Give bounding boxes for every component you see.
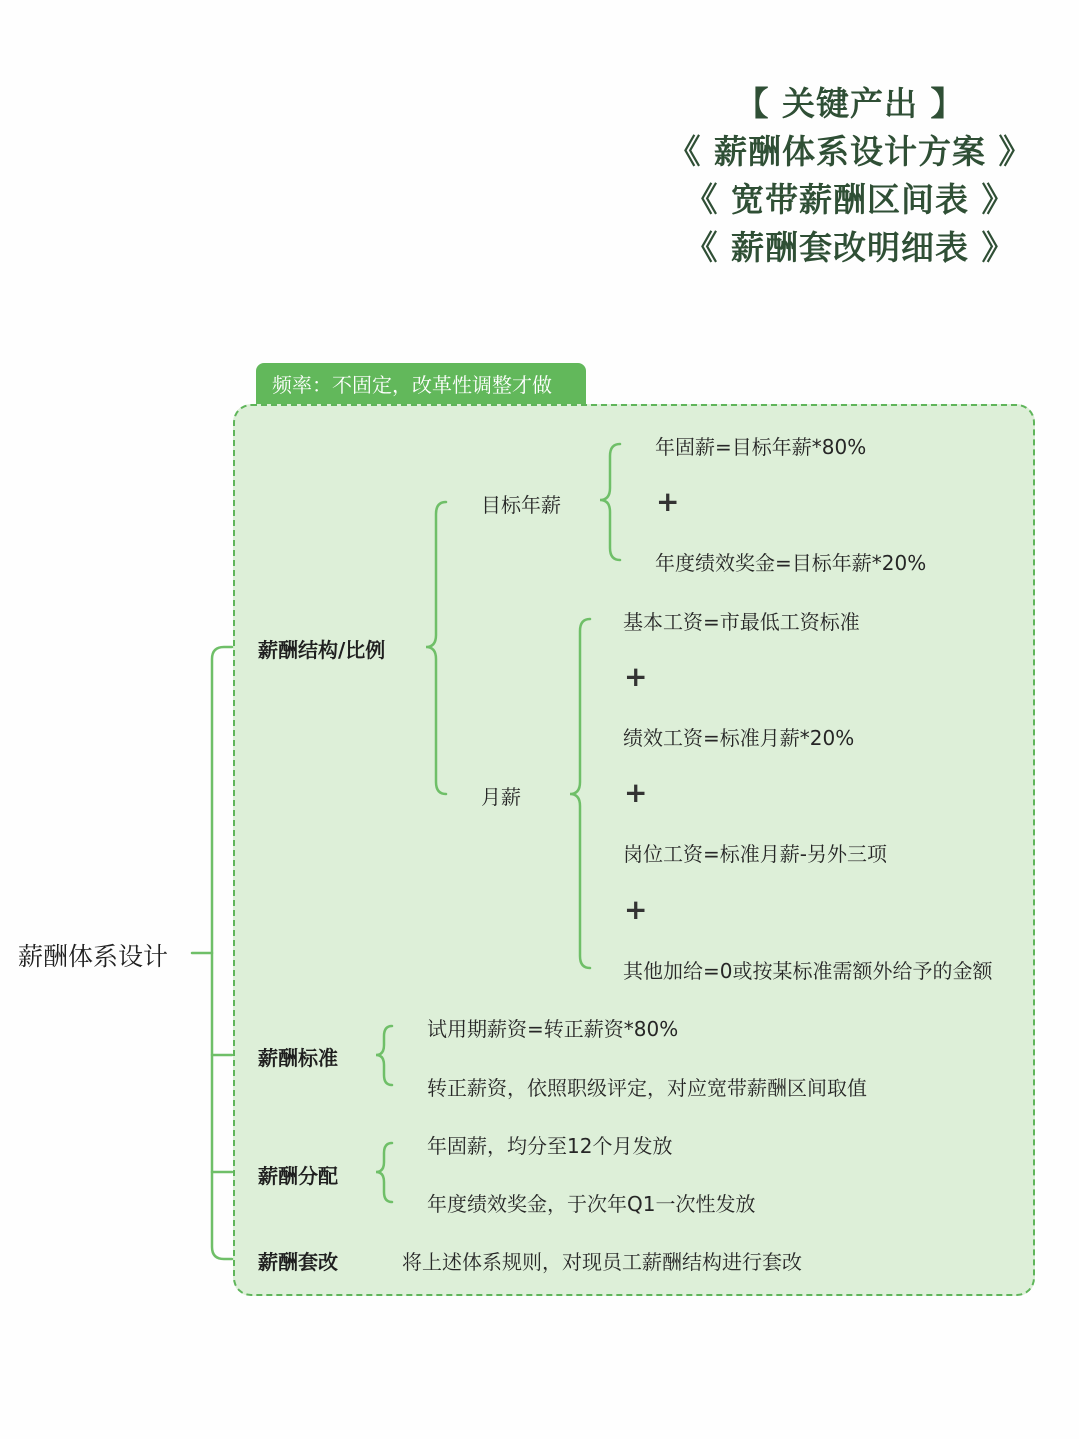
plus-sign: + bbox=[656, 485, 680, 518]
distribution-bracket bbox=[376, 1143, 392, 1202]
leaf-other-allowance: 其他加给=0或按某标准需额外给予的金额 bbox=[623, 959, 993, 983]
leaf-fixed-monthly-payout: 年固薪，均分至12个月发放 bbox=[427, 1134, 673, 1158]
root-trunk bbox=[212, 647, 232, 1259]
leaf-performance-salary: 绩效工资=标准月薪*20% bbox=[623, 726, 855, 750]
monthly-bracket bbox=[570, 619, 590, 968]
output-item-conversion-table: 《 薪酬套改明细表 》 bbox=[684, 228, 1016, 267]
leaf-annual-bonus: 年度绩效奖金=目标年薪*20% bbox=[655, 551, 927, 575]
plus-sign: + bbox=[624, 893, 648, 926]
node-target-annual: 目标年薪 bbox=[481, 493, 561, 517]
target-annual-bracket bbox=[600, 444, 620, 560]
output-item-band-table: 《 宽带薪酬区间表 》 bbox=[684, 180, 1016, 219]
branch-standard: 薪酬标准 bbox=[258, 1046, 338, 1070]
leaf-position-salary: 岗位工资=标准月薪-另外三项 bbox=[623, 842, 887, 866]
leaf-base-salary: 基本工资=市最低工资标准 bbox=[623, 610, 860, 634]
branch-conversion: 薪酬套改 bbox=[258, 1250, 338, 1274]
outputs-heading: 【 关键产出 】 bbox=[735, 84, 965, 123]
structure-bracket bbox=[426, 502, 446, 794]
branch-structure: 薪酬结构/比例 bbox=[258, 638, 386, 662]
leaf-bonus-payout: 年度绩效奖金，于次年Q1一次性发放 bbox=[427, 1192, 756, 1216]
branch-distribution: 薪酬分配 bbox=[258, 1164, 338, 1188]
plus-sign: + bbox=[624, 776, 648, 809]
root-node: 薪酬体系设计 bbox=[18, 942, 169, 971]
output-item-plan: 《 薪酬体系设计方案 》 bbox=[667, 132, 1033, 171]
standard-bracket bbox=[376, 1026, 392, 1085]
leaf-annual-fixed: 年固薪=目标年薪*80% bbox=[655, 435, 867, 459]
leaf-regular-salary: 转正薪资，依照职级评定，对应宽带薪酬区间取值 bbox=[427, 1076, 867, 1100]
leaf-conversion-rule: 将上述体系规则，对现员工薪酬结构进行套改 bbox=[402, 1250, 802, 1274]
frequency-tag: 频率：不固定，改革性调整才做 bbox=[256, 363, 586, 407]
plus-sign: + bbox=[624, 660, 648, 693]
node-monthly: 月薪 bbox=[481, 785, 521, 809]
leaf-probation-salary: 试用期薪资=转正薪资*80% bbox=[427, 1017, 679, 1041]
